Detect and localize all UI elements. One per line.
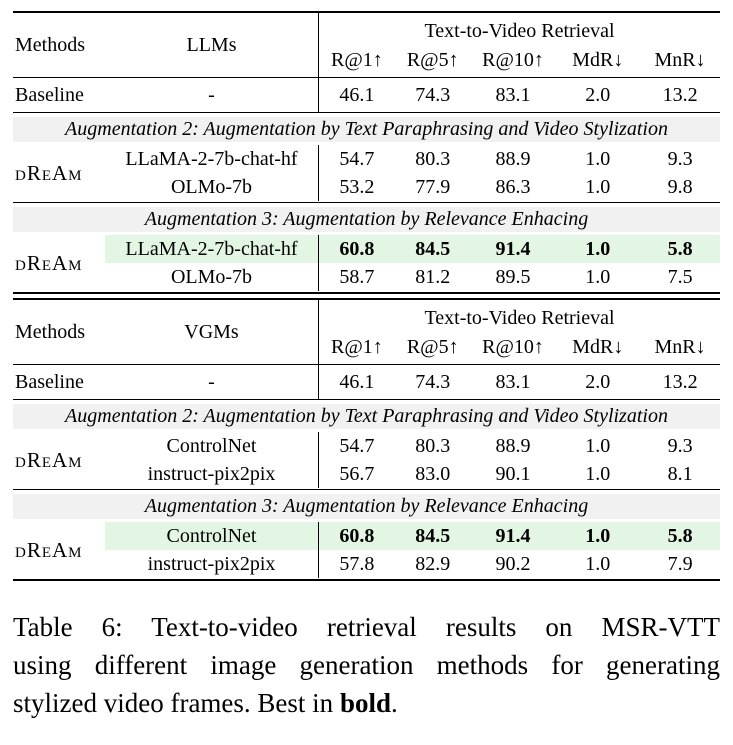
methods-header-label: Methods [15,33,85,56]
metric-value: 7.5 [667,265,693,288]
augmentation-3-section [13,494,720,579]
caption-text: using different image generation methods for generating [13,650,720,680]
model-label: ControlNet [166,524,257,547]
table-header [13,300,720,364]
metric-cells [318,78,720,112]
metric-value: 86.3 [495,175,531,198]
metrics-header-group [318,300,720,364]
metric-cells [318,365,720,399]
metric-value: 80.3 [415,147,451,170]
metric-header-mnr: MnR↓ [654,49,706,71]
section-body [13,145,720,201]
metric-value: 9.3 [667,147,693,170]
metric-header-mdr: MdR↓ [572,336,624,358]
augmentation-2-section [13,117,720,202]
metric-value: 9.8 [667,175,693,198]
table-row [105,550,720,578]
metric-value: 53.2 [339,175,375,198]
method-label-dream: dReAm [15,160,83,185]
metric-cells [318,522,720,550]
model-cell [105,522,318,550]
bottom-rule [13,579,720,581]
metric-value: 1.0 [585,237,611,260]
model-cell [105,78,318,112]
caption-bold-word: bold [339,688,391,718]
augmentation-2-section [13,404,720,489]
model-cell [105,263,318,291]
table-row [105,173,720,201]
caption-line-3 [13,684,720,722]
metrics-group-title: Text-to-Video Retrieval [424,19,615,42]
metric-value: 60.8 [339,237,375,260]
section-body [13,522,720,578]
section-rule [13,399,720,400]
metric-value: 82.9 [415,552,451,575]
section-title: Augmentation 3: Augmentation by Relevance Enhacing [144,495,589,517]
metric-value: 13.2 [662,83,698,106]
metric-value: 1.0 [585,265,611,288]
method-label-dream: dReAm [15,250,83,275]
method-cell [13,78,105,112]
metric-value: 5.8 [667,524,693,547]
model-cell [105,460,318,488]
section-title: Augmentation 2: Augmentation by Text Paraphrasing and Video Stylization [65,118,668,140]
metrics-header-group [318,13,720,77]
section-title-band [13,494,720,519]
metric-cells [318,432,720,460]
section-title: Augmentation 3: Augmentation by Relevance Enhacing [144,208,589,230]
method-cell [13,365,105,399]
methods-header-cell [13,300,105,364]
section-body [13,235,720,291]
metric-header-r1: R@1↑ [331,49,383,71]
metric-column-headers [319,333,720,363]
model-cell [105,365,318,399]
caption-line-1 [13,608,720,646]
models-header-cell [105,13,318,77]
metric-value: 91.4 [495,524,531,547]
results-table-vgms [13,298,720,581]
section-body [13,432,720,488]
metric-header-mnr: MnR↓ [654,336,706,358]
metric-cells [318,173,720,201]
metric-header-mdr: MdR↓ [572,49,624,71]
metric-value: 83.1 [495,370,531,393]
section-title-band [13,207,720,232]
metric-value: 2.0 [585,83,611,106]
method-label: Baseline [15,370,84,393]
results-table-llms [13,11,720,294]
metric-value: 88.9 [495,434,531,457]
section-rows [105,522,720,578]
model-cell [105,550,318,578]
caption-text: . [390,688,398,718]
section-rule [13,112,720,113]
metric-value: 54.7 [339,147,375,170]
method-cell [13,522,105,578]
table-row [105,460,720,488]
section-title-band [13,404,720,429]
metric-column-headers [319,46,720,76]
method-label: Baseline [15,83,84,106]
model-label: instruct-pix2pix [147,552,276,575]
table-row-best [105,522,720,550]
metric-cells [318,460,720,488]
metric-cells [318,145,720,173]
baseline-row [13,365,720,399]
metric-value: 5.8 [667,237,693,260]
model-label: OLMo-7b [170,175,253,198]
models-header-label: LLMs [186,33,237,56]
metric-value: 9.3 [667,434,693,457]
methods-header-cell [13,13,105,77]
method-cell [13,432,105,488]
metric-header-r10: R@10↑ [482,49,544,71]
metric-value: 74.3 [415,83,451,106]
metric-value: 88.9 [495,147,531,170]
metric-cells [318,235,720,263]
method-cell [13,145,105,201]
metric-value: 1.0 [585,524,611,547]
metric-value: 83.0 [415,462,451,485]
section-rule [13,489,720,490]
metric-header-r5: R@5↑ [406,49,459,71]
section-title-band [13,117,720,142]
metric-value: 46.1 [339,370,375,393]
model-label: - [208,83,215,106]
method-label-dream: dReAm [15,447,83,472]
metric-value: 13.2 [662,370,698,393]
metric-header-r5: R@5↑ [406,336,459,358]
model-label: ControlNet [166,434,257,457]
model-label: LLaMA-2-7b-chat-hf [125,147,298,170]
metric-value: 80.3 [415,434,451,457]
metric-value: 46.1 [339,83,375,106]
model-cell [105,173,318,201]
augmentation-3-section [13,207,720,292]
table-caption [13,608,720,722]
metric-value: 1.0 [585,462,611,485]
model-label: OLMo-7b [170,265,253,288]
section-rule [13,202,720,203]
section-rows [105,145,720,201]
metric-cells [318,550,720,578]
metric-value: 89.5 [495,265,531,288]
caption-text: Table 6: Text-to-video retrieval results on MSR-VTT [13,612,720,642]
metric-value: 1.0 [585,552,611,575]
baseline-row [13,78,720,112]
metric-value: 1.0 [585,175,611,198]
section-rows [105,235,720,291]
model-cell [105,432,318,460]
caption-line-2 [13,646,720,684]
metrics-group-title: Text-to-Video Retrieval [424,306,615,329]
metric-cells [318,263,720,291]
metric-value: 90.1 [495,462,531,485]
metric-value: 60.8 [339,524,375,547]
section-rows [105,432,720,488]
table-row [105,145,720,173]
metric-value: 57.8 [339,552,375,575]
metric-header-r10: R@10↑ [482,336,544,358]
table-row-best [105,235,720,263]
table-header [13,13,720,77]
metric-value: 56.7 [339,462,375,485]
method-label-dream: dReAm [15,537,83,562]
models-header-cell [105,300,318,364]
metric-value: 91.4 [495,237,531,260]
metric-value: 7.9 [667,552,693,575]
model-cell [105,145,318,173]
metric-value: 90.2 [495,552,531,575]
metric-value: 74.3 [415,370,451,393]
metric-value: 8.1 [667,462,693,485]
metric-value: 83.1 [495,83,531,106]
model-label: - [208,370,215,393]
table-row [105,263,720,291]
metric-header-r1: R@1↑ [331,336,383,358]
models-header-label: VGMs [184,320,239,343]
caption-text: stylized video frames. Best in [13,688,340,718]
metric-value: 84.5 [415,237,451,260]
metric-value: 58.7 [339,265,375,288]
metric-value: 84.5 [415,524,451,547]
methods-header-label: Methods [15,320,85,343]
metric-value: 54.7 [339,434,375,457]
model-label: instruct-pix2pix [147,462,276,485]
metric-value: 77.9 [415,175,451,198]
method-cell [13,235,105,291]
metric-value: 1.0 [585,147,611,170]
metric-value: 2.0 [585,370,611,393]
metric-value: 81.2 [415,265,451,288]
model-cell [105,235,318,263]
section-title: Augmentation 2: Augmentation by Text Paraphrasing and Video Stylization [65,405,668,427]
model-label: LLaMA-2-7b-chat-hf [125,237,298,260]
table-row [105,432,720,460]
metric-value: 1.0 [585,434,611,457]
